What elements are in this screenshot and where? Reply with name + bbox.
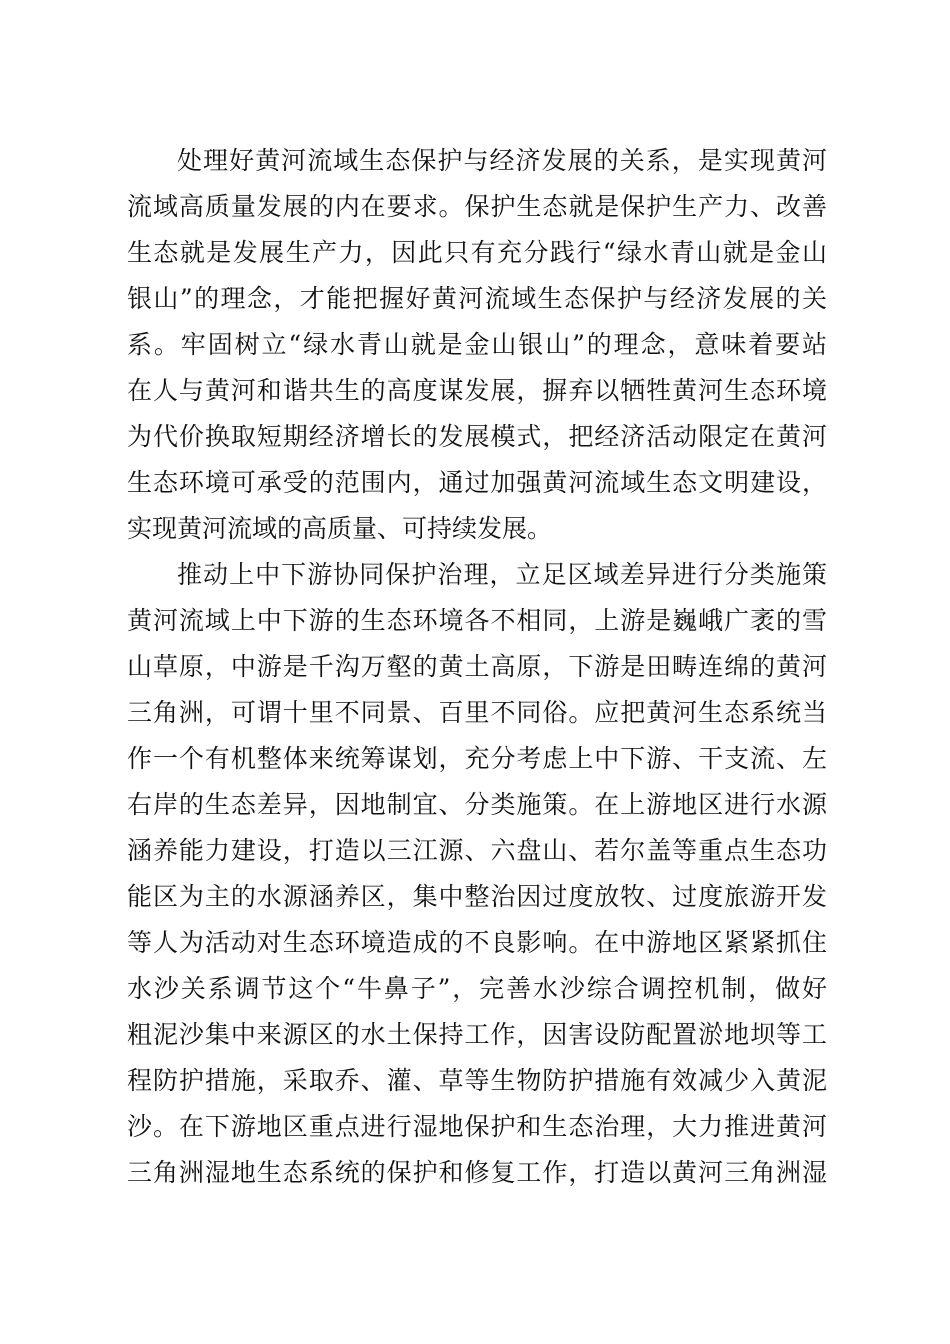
- text-line: 涵养能力建设，打造以三江源、六盘山、若尔盖等重点生态功: [127, 836, 827, 865]
- text-line: 右岸的生态差异，因地制宜、分类施策。在上游地区进行水源: [127, 790, 827, 819]
- text-line: 水沙关系调节这个“牛鼻子”，完善水沙综合调控机制，做好: [127, 974, 827, 1003]
- text-line: 三角洲，可谓十里不同景、百里不同俗。应把黄河生态系统当: [127, 698, 827, 727]
- text-line: 生态就是发展生产力，因此只有充分践行“绿水青山就是金山: [127, 238, 827, 267]
- text-line: 沙。在下游地区重点进行湿地保护和生态治理，大力推进黄河: [127, 1112, 827, 1141]
- text-line: 三角洲湿地生态系统的保护和修复工作，打造以黄河三角洲湿: [127, 1158, 827, 1187]
- text-line: 粗泥沙集中来源区的水土保持工作，因害设防配置淤地坝等工: [127, 1020, 827, 1049]
- paragraph-2: [127, 552, 827, 1196]
- paragraph-1: [127, 138, 827, 552]
- text-line: 实现黄河流域的高质量、可持续发展。: [127, 514, 553, 543]
- text-line: 系。牢固树立“绿水青山就是金山银山”的理念，意味着要站: [127, 330, 827, 359]
- text-line: 为代价换取短期经济增长的发展模式，把经济活动限定在黄河: [127, 422, 827, 451]
- text-line: 流域高质量发展的内在要求。保护生态就是保护生产力、改善: [127, 192, 827, 221]
- text-line: 程防护措施，采取乔、灌、草等生物防护措施有效减少入黄泥: [127, 1066, 827, 1095]
- document-body: [127, 138, 827, 1196]
- text-line: 银山”的理念，才能把握好黄河流域生态保护与经济发展的关: [127, 284, 827, 313]
- text-line: 黄河流域上中下游的生态环境各不相同，上游是巍峨广袤的雪: [127, 606, 827, 635]
- text-line: 推动上中下游协同保护治理，立足区域差异进行分类施策: [177, 560, 827, 589]
- text-line: 等人为活动对生态环境造成的不良影响。在中游地区紧紧抓住: [127, 928, 827, 957]
- text-line: 在人与黄河和谐共生的高度谋发展，摒弃以牺牲黄河生态环境: [127, 376, 827, 405]
- text-line: 生态环境可承受的范围内，通过加强黄河流域生态文明建设，: [127, 468, 827, 497]
- text-line: 能区为主的水源涵养区，集中整治因过度放牧、过度旅游开发: [127, 882, 827, 911]
- text-line: 处理好黄河流域生态保护与经济发展的关系，是实现黄河: [177, 146, 827, 175]
- text-line: 山草原，中游是千沟万壑的黄土高原，下游是田畴连绵的黄河: [127, 652, 827, 681]
- text-line: 作一个有机整体来统筹谋划，充分考虑上中下游、干支流、左: [127, 744, 827, 773]
